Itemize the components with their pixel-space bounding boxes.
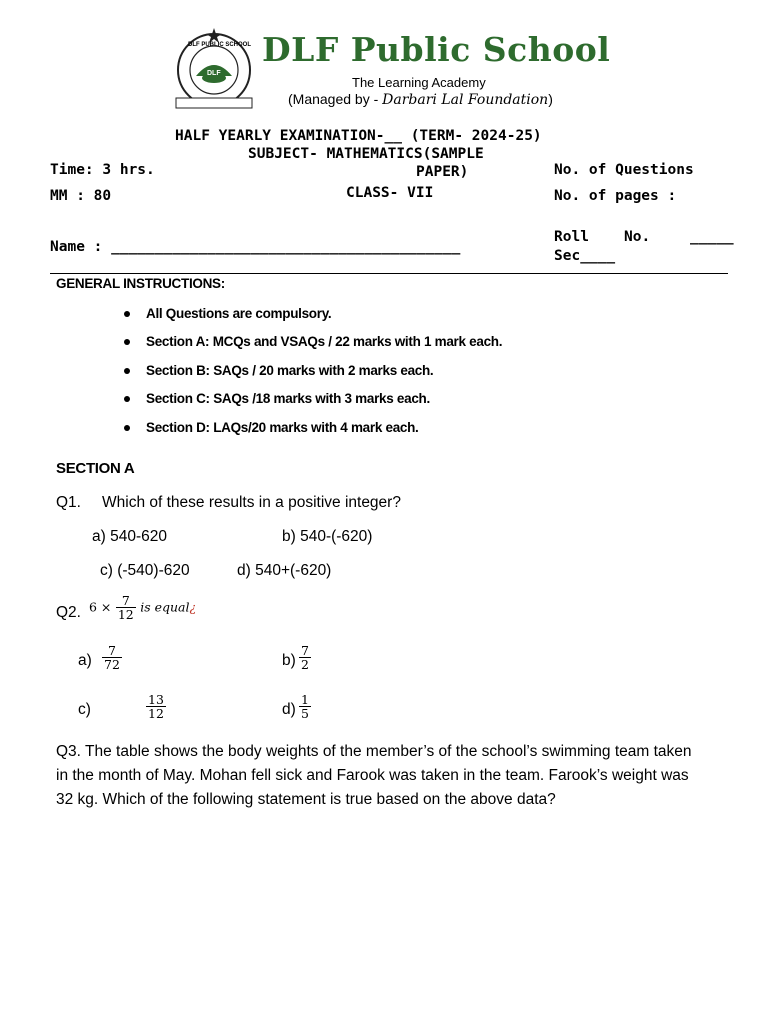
instruction-item: Section A: MCQs and VSAQs / 22 marks with 1 mark each. xyxy=(146,334,503,349)
instruction-item: Section B: SAQs / 20 marks with 2 marks each. xyxy=(146,363,434,378)
num-questions: No. of Questions xyxy=(554,162,694,178)
subject-line-2: PAPER) xyxy=(416,164,469,180)
section-field: Sec____ xyxy=(554,248,616,264)
q1-text: Which of these results in a positive integer? xyxy=(102,494,401,511)
q2-fraction: $\frac{7}{12}$ xyxy=(117,593,134,622)
q2-option-d-label: d) xyxy=(282,701,296,718)
bullet-icon xyxy=(124,396,130,402)
instructions-heading: GENERAL INSTRUCTIONS: xyxy=(56,276,225,291)
logo-mid-text: DLF xyxy=(207,70,221,77)
q1-option-c: c) (-540)-620 xyxy=(100,562,190,579)
school-name: DLF Public School xyxy=(262,30,611,69)
q2-option-b-label: b) xyxy=(282,652,296,669)
name-field: Name : ________________________________________ xyxy=(50,239,461,255)
instruction-item: Section C: SAQs /18 marks with 3 marks each. xyxy=(146,391,430,406)
q2-number: Q2. xyxy=(56,604,81,621)
max-marks: MM : 80 xyxy=(50,188,112,204)
q1-option-d: d) 540+(-620) xyxy=(237,562,332,579)
q2-option-a-fraction: $\frac{7}{72}$ xyxy=(104,643,120,672)
bullet-icon xyxy=(124,339,130,345)
tagline: The Learning Academy xyxy=(352,75,486,90)
subject-line-1: SUBJECT- MATHEMATICS(SAMPLE xyxy=(248,146,484,162)
school-crest-icon xyxy=(170,24,258,112)
time-label: Time: 3 hrs. xyxy=(50,162,155,178)
section-a-heading: SECTION A xyxy=(56,460,135,477)
instruction-item: All Questions are compulsory. xyxy=(146,306,332,321)
school-logo xyxy=(170,24,258,112)
class-label: CLASS- VII xyxy=(346,185,434,201)
q2-option-b-fraction: $\frac{7}{2}$ xyxy=(301,643,309,672)
q1-option-b: b) 540-(-620) xyxy=(282,528,373,545)
q3-text: Q3. The table shows the body weights of the member’s of the school’s swimming team taken in the month of May. Mohan fell sick and Farook was taken in the team. Farook’s weight was 32 kg. Which of the following statement is true based on the above data? xyxy=(56,743,692,808)
foundation-name: Darbari Lal Foundation xyxy=(382,92,549,108)
bullet-icon xyxy=(124,311,130,317)
q2-option-a-label: a) xyxy=(78,652,92,669)
q2-option-c-fraction: $\frac{13}{12}$ xyxy=(148,692,164,721)
bullet-icon xyxy=(124,425,130,431)
q2-option-c-label: c) xyxy=(78,701,91,718)
q2-expression: 6 × $\frac{7}{12}$ is equal¿ xyxy=(89,593,197,622)
q2-unknown-mark: ¿ xyxy=(189,599,197,615)
q1-option-a: a) 540-620 xyxy=(92,528,167,545)
q1-number: Q1. xyxy=(56,494,81,511)
managed-by: (Managed by - Darbari Lal Foundation) xyxy=(288,91,553,108)
roll-blank: _____ xyxy=(690,229,734,245)
bullet-icon xyxy=(124,368,130,374)
exam-title: HALF YEARLY EXAMINATION-__ (TERM- 2024-25) xyxy=(175,128,542,144)
q2-option-d-fraction: $\frac{1}{5}$ xyxy=(301,692,309,721)
logo-top-text: DLF PUBLIC SCHOOL xyxy=(188,42,251,48)
num-pages: No. of pages : xyxy=(554,188,677,204)
instruction-item: Section D: LAQs/20 marks with 4 mark each. xyxy=(146,420,419,435)
header-divider xyxy=(50,273,728,274)
roll-label: Roll xyxy=(554,229,589,245)
roll-no-label: No. xyxy=(624,229,651,245)
